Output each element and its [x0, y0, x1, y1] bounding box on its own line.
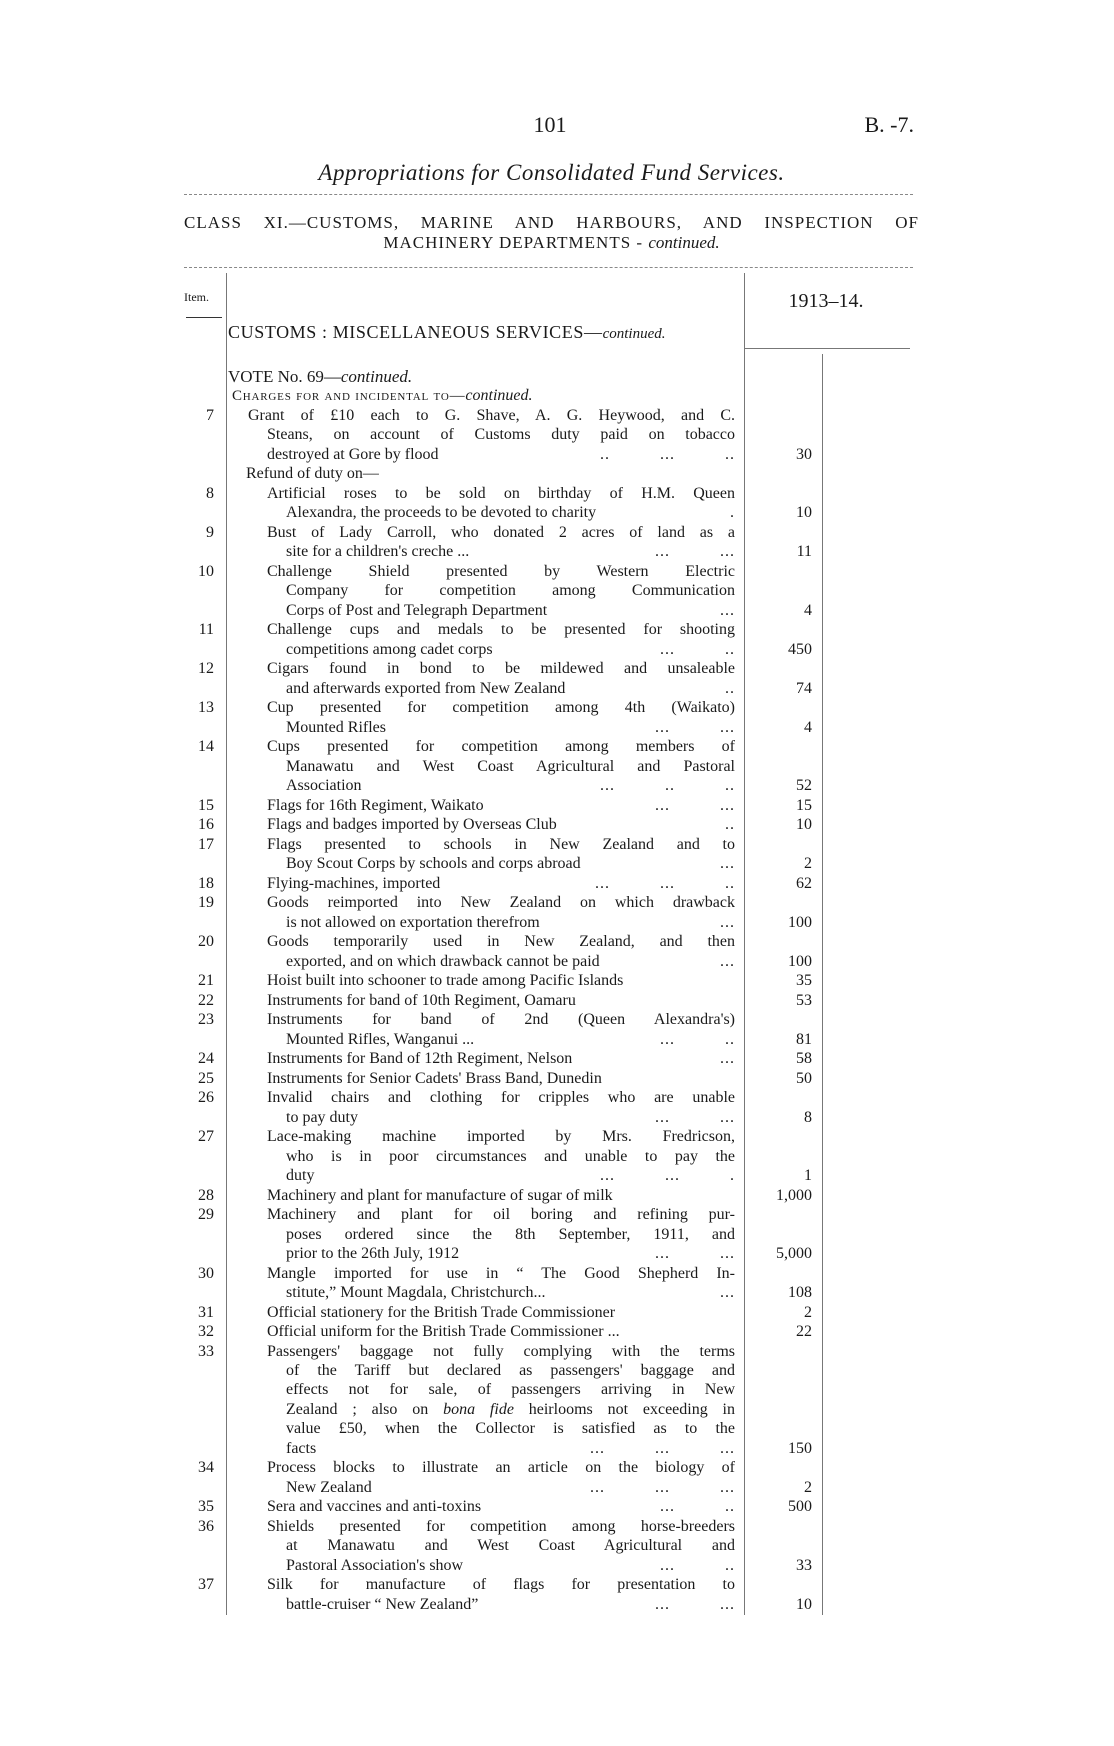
item-number: 23	[198, 1011, 214, 1029]
table-line	[0, 1575, 1114, 1595]
table-line	[0, 1283, 1114, 1303]
table-line	[0, 932, 1114, 952]
item-number: 15	[198, 796, 214, 814]
entry-text: duty	[286, 1167, 315, 1185]
table-line	[0, 1030, 1114, 1050]
table-line	[0, 562, 1114, 582]
class-heading-line2-text: MACHINERY DEPARTMENTS -	[383, 233, 644, 252]
item-number: 13	[198, 699, 214, 717]
table-line	[0, 1478, 1114, 1498]
amount: 2	[804, 1478, 812, 1496]
item-column-header: Item.	[184, 290, 209, 304]
dot-leader: ... ... ..	[595, 874, 735, 892]
entry-text: Mounted Rifles	[286, 718, 386, 736]
table-line	[0, 1419, 1114, 1439]
entry-text: Flags for 16th Regiment, Waikato	[267, 796, 484, 814]
entry-text: Sera and vaccines and anti-toxins	[267, 1498, 482, 1516]
entry-text: Alexandra, the proceeds to be devoted to charity	[286, 504, 597, 522]
item-number: 20	[198, 933, 214, 951]
dot-leader: ... ... ...	[590, 1478, 735, 1496]
charges-label-continued: continued.	[465, 387, 533, 405]
section-heading-text: CUSTOMS : MISCELLANEOUS SERVICES—	[228, 322, 603, 342]
class-heading-continued: continued.	[648, 233, 720, 252]
item-number: 34	[198, 1459, 214, 1477]
section-heading-continued: continued.	[602, 326, 666, 342]
entry-text: Artificial roses to be sold on birthday of H.M. Queen	[267, 484, 735, 502]
entry-text: poses ordered since the 8th September, 1911, and	[286, 1225, 735, 1243]
table-line	[0, 367, 1114, 387]
amount: 81	[796, 1030, 812, 1048]
table-line	[0, 796, 1114, 816]
class-heading-line2	[184, 233, 919, 253]
item-number: 14	[198, 738, 214, 756]
entry-text: stitute,” Mount Magdala, Christchurch...	[286, 1284, 546, 1302]
table-line	[0, 659, 1114, 679]
amount: 4	[804, 601, 812, 619]
entry-text: Flags and badges imported by Overseas Club	[267, 816, 557, 834]
section-heading	[228, 322, 666, 343]
item-number: 25	[198, 1069, 214, 1087]
divider	[184, 267, 913, 268]
table-line	[0, 581, 1114, 601]
table-line	[0, 1517, 1114, 1537]
table-line	[0, 815, 1114, 835]
item-number: 37	[198, 1576, 214, 1594]
table-line	[0, 776, 1114, 796]
table-line	[0, 406, 1114, 426]
table-line	[0, 1380, 1114, 1400]
table-line	[0, 1439, 1114, 1459]
amount: 50	[796, 1069, 812, 1087]
table-line	[0, 601, 1114, 621]
table-line	[0, 1400, 1114, 1420]
entry-text: Company for competition among Communication	[286, 582, 735, 600]
entry-text: Cups presented for competition among members of	[267, 738, 735, 756]
table-line	[0, 1458, 1114, 1478]
entry-text: Grant of £10 each to G. Shave, A. G. Heywood, and C.	[248, 406, 735, 424]
entry-text: Flying-machines, imported	[267, 874, 441, 892]
amount: 10	[796, 504, 812, 522]
item-number: 10	[198, 562, 214, 580]
amount: 62	[796, 874, 812, 892]
table-line	[0, 913, 1114, 933]
entry-text: Bust of Lady Carroll, who donated 2 acres of land as a	[267, 523, 735, 541]
dot-leader: ... ..	[660, 1556, 735, 1574]
entry-text: value £50, when the Collector is satisfied as to the	[286, 1420, 735, 1438]
entry-text: Shields presented for competition among horse-breeders	[267, 1517, 735, 1535]
page-title: Appropriations for Consolidated Fund Services.	[318, 160, 785, 185]
amount: 500	[788, 1498, 812, 1516]
table-line	[0, 971, 1114, 991]
table-line	[0, 484, 1114, 504]
table-line	[0, 737, 1114, 757]
item-number: 28	[198, 1186, 214, 1204]
entry-text: battle-cruiser “ New Zealand”	[286, 1595, 479, 1613]
dot-leader: ... ...	[655, 1108, 735, 1126]
dot-leader: ... ..	[660, 640, 735, 658]
table-line	[0, 1497, 1114, 1517]
table-line	[0, 1244, 1114, 1264]
entry-text: is not allowed on exportation therefrom	[286, 913, 540, 931]
amount: 52	[796, 777, 812, 795]
table-line	[0, 679, 1114, 699]
entry-text: effects not for sale, of passengers arriving in New	[286, 1381, 735, 1399]
item-number: 18	[198, 874, 214, 892]
dot-leader: ...	[720, 1284, 735, 1302]
table-line	[0, 874, 1114, 894]
entry-text: Challenge cups and medals to be presented for shooting	[267, 621, 735, 639]
table-line	[0, 1536, 1114, 1556]
amount: 74	[796, 679, 812, 697]
amount: 15	[796, 796, 812, 814]
document-reference: B. -7.	[864, 112, 914, 137]
dot-leader: ..	[725, 679, 735, 697]
table-line	[0, 464, 1114, 484]
entry-text: Invalid chairs and clothing for cripples who are unable	[267, 1089, 735, 1107]
dot-leader: ... ...	[655, 1245, 735, 1263]
amount: 1,000	[776, 1186, 812, 1204]
amount: 22	[796, 1323, 812, 1340]
amount: 10	[796, 816, 812, 834]
table-line	[0, 757, 1114, 777]
class-heading-line1: CLASS XI.—CUSTOMS, MARINE AND HARBOURS, AND INSPECTION OF	[184, 213, 919, 232]
dot-leader: ... ...	[655, 796, 735, 814]
table-line	[0, 1127, 1114, 1147]
table-line	[0, 425, 1114, 445]
table-line	[0, 1322, 1114, 1342]
entry-text-italic: bona fide	[443, 1400, 514, 1418]
table-line	[0, 1556, 1114, 1576]
table-line	[0, 542, 1114, 562]
amount: 8	[804, 1108, 812, 1126]
divider	[184, 194, 913, 195]
item-header-underline	[186, 317, 222, 318]
entry-text: Steans, on account of Customs duty paid on tobacco	[267, 426, 735, 444]
table-line	[0, 952, 1114, 972]
item-number: 31	[198, 1303, 214, 1321]
table-line	[0, 1342, 1114, 1362]
entry-text: and afterwards exported from New Zealand	[286, 679, 566, 697]
amount: 2	[804, 1303, 812, 1321]
amount: 108	[788, 1284, 812, 1302]
item-number: 17	[198, 835, 214, 853]
entry-text: Instruments for Band of 12th Regiment, Nelson	[267, 1050, 573, 1068]
item-number: 36	[198, 1517, 214, 1535]
table-line	[0, 1205, 1114, 1225]
table-line	[0, 1147, 1114, 1167]
entry-text: Machinery and plant for oil boring and refining pur-	[267, 1206, 735, 1224]
entry-text: Silk for manufacture of flags for presentation to	[267, 1576, 735, 1594]
item-number: 27	[198, 1128, 214, 1146]
amount: 53	[796, 991, 812, 1009]
dot-leader: ... ... .	[600, 1167, 735, 1185]
table-line	[0, 991, 1114, 1011]
entry-text: Instruments for band of 10th Regiment, Oamaru	[267, 991, 576, 1009]
table-line	[0, 523, 1114, 543]
entry-text: Challenge Shield presented by Western Electric	[267, 562, 735, 580]
table-line	[0, 1186, 1114, 1206]
table-line	[0, 1303, 1114, 1323]
entry-text: Cigars found in bond to be mildewed and unsaleable	[267, 660, 735, 678]
entry-text: Corps of Post and Telegraph Department	[286, 601, 548, 619]
amount: 30	[796, 445, 812, 463]
entry-text: Flags presented to schools in New Zealand and to	[267, 835, 735, 853]
dot-leader: ... ...	[655, 718, 735, 736]
item-number: 24	[198, 1050, 214, 1068]
dot-leader: ... ...	[655, 543, 735, 561]
entry-text: Official uniform for the British Trade Commissioner ...	[267, 1323, 620, 1340]
dot-leader: .. ... ..	[600, 445, 735, 463]
amount: 5,000	[776, 1245, 812, 1263]
item-number: 26	[198, 1089, 214, 1107]
item-number: 21	[198, 972, 214, 990]
table-line	[0, 1088, 1114, 1108]
entry-text: New Zealand	[286, 1478, 372, 1496]
amount: 100	[788, 913, 812, 931]
item-number: 32	[198, 1323, 214, 1340]
table-line	[0, 640, 1114, 660]
dot-leader: ... ...	[655, 1595, 735, 1613]
table-line	[0, 1264, 1114, 1284]
charges-label	[232, 386, 533, 407]
vote-label-text: VOTE No. 69—	[228, 367, 341, 386]
entry-text: Association	[286, 777, 362, 795]
vote-label	[228, 367, 412, 387]
entry-text: Pastoral Association's show	[286, 1556, 464, 1574]
item-number: 9	[206, 523, 214, 541]
entry-text: Mounted Rifles, Wanganui ...	[286, 1030, 475, 1048]
entry-text: exported, and on which drawback cannot be paid	[286, 952, 600, 970]
dot-leader: ...	[720, 601, 735, 619]
entry-text: to pay duty	[286, 1108, 358, 1126]
entry-text: Instruments for band of 2nd (Queen Alexandra's)	[267, 1011, 735, 1029]
entry-text: Mangle imported for use in “ The Good Shepherd In-	[267, 1264, 735, 1282]
item-number: 11	[198, 621, 214, 639]
entry-text: Goods temporarily used in New Zealand, and then	[267, 933, 735, 951]
table-line	[0, 1069, 1114, 1089]
refund-label: Refund of duty on—	[246, 465, 379, 483]
entry-text: Official stationery for the British Trade Commissioner	[267, 1303, 616, 1321]
entry-text: prior to the 26th July, 1912	[286, 1245, 460, 1263]
table-line	[0, 835, 1114, 855]
amount: 150	[788, 1439, 812, 1457]
table-line	[0, 620, 1114, 640]
table-line	[0, 1049, 1114, 1069]
item-number: 19	[198, 894, 214, 912]
amount: 11	[796, 543, 812, 561]
dot-leader: ... ..	[660, 1498, 735, 1516]
amount: 1	[804, 1167, 812, 1185]
entry-text: Process blocks to illustrate an article on the biology of	[267, 1459, 735, 1477]
entry-text: at Manawatu and West Coast Agricultural and	[286, 1537, 735, 1555]
page-number: 101	[533, 112, 567, 137]
entry-text: Cup presented for competition among 4th (Waikato)	[267, 699, 735, 717]
amount: 33	[796, 1556, 812, 1574]
amount: 100	[788, 952, 812, 970]
table-line	[0, 1595, 1114, 1615]
entry-text: of the Tariff but declared as passengers' baggage and	[286, 1361, 735, 1379]
item-number: 8	[206, 484, 214, 502]
entry-text: facts	[286, 1439, 317, 1457]
item-number: 33	[198, 1342, 214, 1360]
table-line	[0, 1225, 1114, 1245]
entry-text: Boy Scout Corps by schools and corps abroad	[286, 855, 581, 873]
dot-leader: ... ... ...	[590, 1439, 735, 1457]
table-line	[0, 1108, 1114, 1128]
amount: 2	[804, 855, 812, 873]
entry-text: destroyed at Gore by flood	[267, 445, 439, 463]
table-line	[0, 1361, 1114, 1381]
entry-text: site for a children's creche ...	[286, 543, 470, 561]
amount: 4	[804, 718, 812, 736]
entry-text: Hoist built into schooner to trade among Pacific Islands	[267, 972, 624, 990]
amount: 450	[788, 640, 812, 658]
entry-text: Lace-making machine imported by Mrs. Fredricson,	[267, 1128, 735, 1146]
table-line	[0, 854, 1114, 874]
entry-text: Manawatu and West Coast Agricultural and Pastoral	[286, 757, 735, 775]
amount: 58	[796, 1050, 812, 1068]
entry-text: Passengers' baggage not fully complying with the terms	[267, 1342, 735, 1360]
table-line	[0, 1166, 1114, 1186]
table-line	[0, 445, 1114, 465]
item-number: 7	[206, 406, 214, 424]
item-number: 29	[198, 1206, 214, 1224]
item-number: 22	[198, 991, 214, 1009]
item-number: 30	[198, 1264, 214, 1282]
table-line	[0, 698, 1114, 718]
dot-leader: ... .. ..	[600, 777, 735, 795]
entry-text: who is in poor circumstances and unable to pay the	[286, 1147, 735, 1165]
table-line	[0, 718, 1114, 738]
dot-leader: ..	[725, 816, 735, 834]
table-line	[0, 893, 1114, 913]
entry-text: Zealand ; also on bona fide heirlooms not exceeding in	[286, 1400, 735, 1418]
amount-header-rule	[744, 348, 910, 349]
entry-text: Instruments for Senior Cadets' Brass Band, Dunedin	[267, 1069, 602, 1087]
year-column-header: 1913–14.	[788, 290, 864, 312]
item-number: 16	[198, 816, 214, 834]
table-line	[0, 503, 1114, 523]
entry-text: Machinery and plant for manufacture of sugar of milk	[267, 1186, 613, 1204]
item-number: 12	[198, 660, 214, 678]
dot-leader: ...	[720, 855, 735, 873]
amount: 35	[796, 972, 812, 990]
dot-leader: ... ..	[660, 1030, 735, 1048]
entry-text: Goods reimported into New Zealand on which drawback	[267, 894, 735, 912]
charges-label-text: Charges for and incidental to—	[232, 388, 466, 405]
vote-label-continued: continued.	[340, 367, 413, 386]
item-number: 35	[198, 1498, 214, 1516]
table-line	[0, 1010, 1114, 1030]
dot-leader: .	[730, 504, 735, 522]
dot-leader: ...	[720, 913, 735, 931]
table-line	[0, 386, 1114, 406]
entry-text: competitions among cadet corps	[286, 640, 493, 658]
dot-leader: ...	[720, 952, 735, 970]
amount: 10	[796, 1595, 812, 1613]
dot-leader: ...	[720, 1050, 735, 1068]
